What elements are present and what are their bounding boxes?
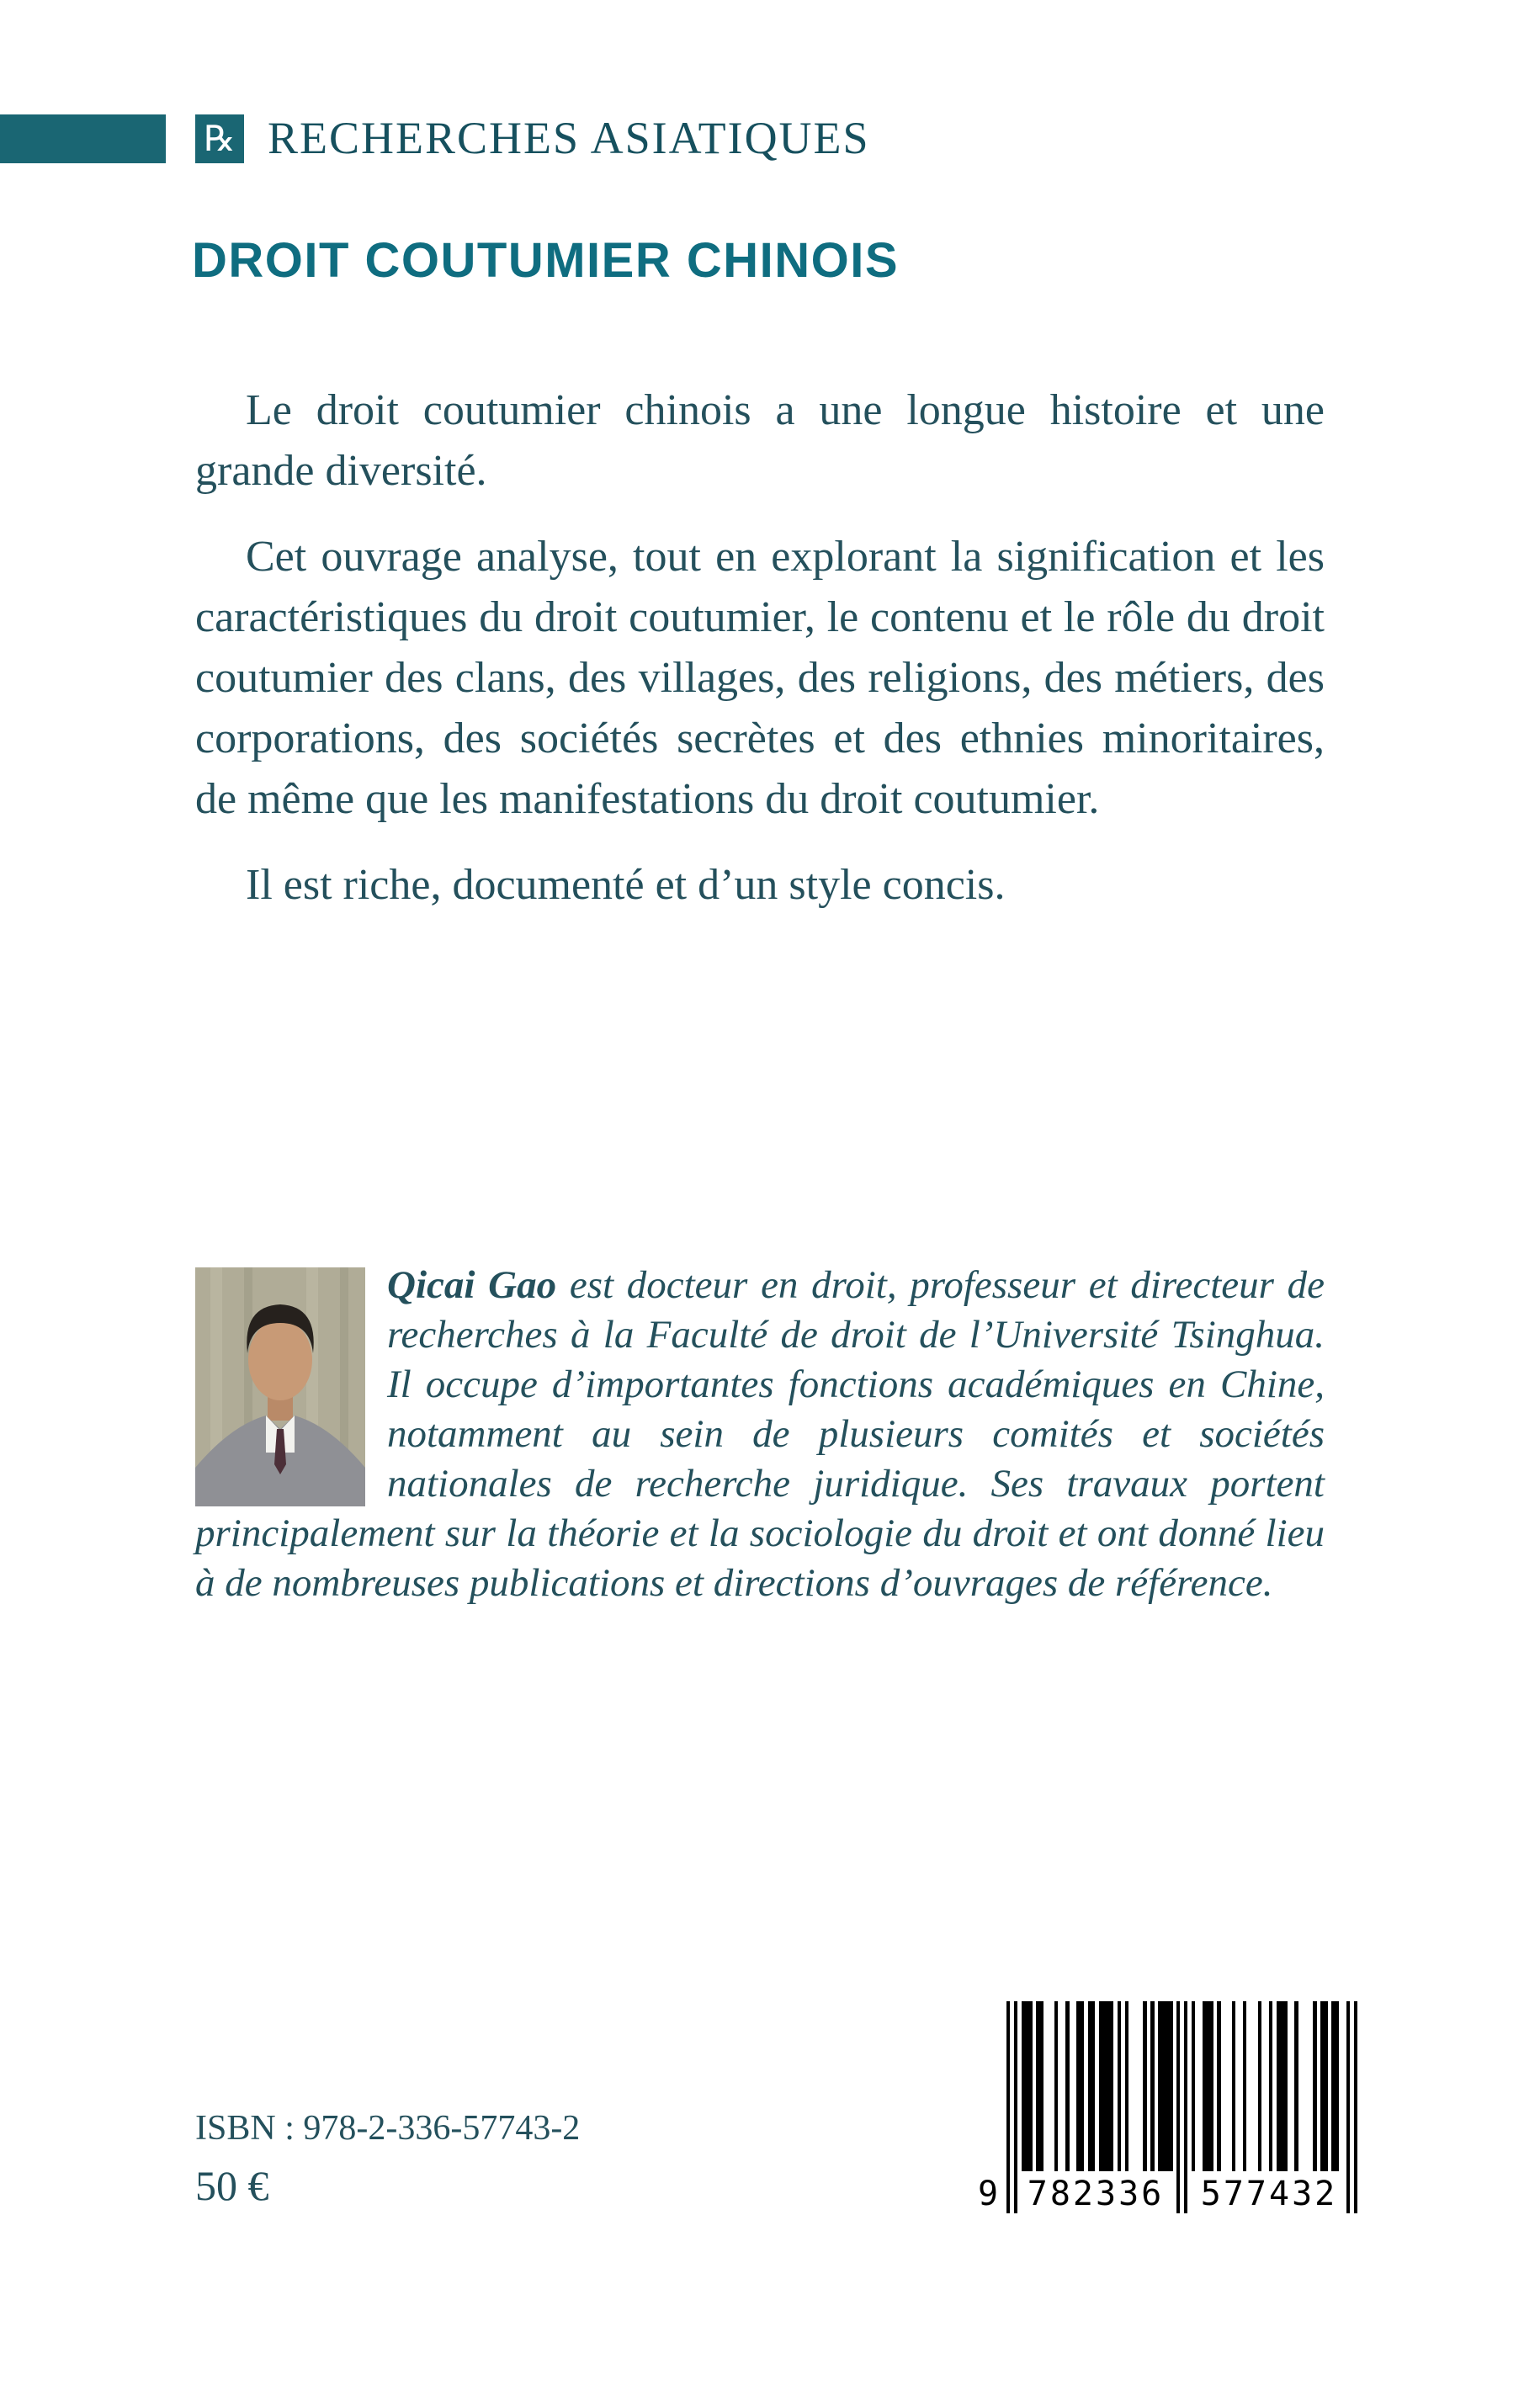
author-photo bbox=[195, 1267, 365, 1506]
collection-name: RECHERCHES ASIATIQUES bbox=[268, 113, 870, 163]
author-bio-body: est docteur en droit, professeur et directeur de recherches à la Faculté de droit de l’Université Tsinghua. Il occupe d’importantes fonctions académiques en Chine, notamment au sein de plusieurs comités et sociétés nationales de recherche juridique. Ses travaux portent principalement sur la théorie et la sociologie du droit et ont donné lieu à de nombreuses publications et directions d’ouvrages de référence. bbox=[195, 1263, 1325, 1605]
barcode-digit-group-1: 9 bbox=[978, 2175, 999, 2213]
synopsis-paragraph-1: Le droit coutumier chinois a une longue histoire et une grande diversité. bbox=[195, 386, 1325, 495]
collection-logo-glyph: ℞ bbox=[204, 118, 236, 159]
book-title: DROIT COUTUMIER CHINOIS bbox=[192, 233, 900, 288]
author-photo-illustration bbox=[195, 1267, 365, 1506]
isbn: ISBN : 978-2-336-57743-2 bbox=[195, 2109, 581, 2148]
author-name: Qicai Gao bbox=[387, 1263, 557, 1307]
barcode-digit-group-3: 577432 bbox=[1200, 2175, 1338, 2213]
synopsis-paragraph-2: Cet ouvrage analyse, tout en explorant la signification et les caractéristiques du droit coutumier, le contenu et le rôle du droit coutumier des clans, des villages, des religions, des métiers, des corporations, des sociétés secrètes et des ethnies minoritaires, de même que les manifestations du droit coutumier. bbox=[195, 533, 1325, 823]
barcode-number bbox=[978, 2175, 1358, 2217]
barcode bbox=[978, 2001, 1358, 2218]
barcode-digit-group-2: 782336 bbox=[1027, 2175, 1165, 2213]
price: 50 € bbox=[195, 2162, 269, 2209]
synopsis-paragraph-3: Il est riche, documenté et d’un style concis. bbox=[246, 861, 1006, 909]
author-bio bbox=[195, 1261, 1325, 1608]
synopsis bbox=[195, 380, 1325, 941]
collection-logo bbox=[195, 114, 244, 163]
collection-header-bar bbox=[0, 114, 166, 163]
